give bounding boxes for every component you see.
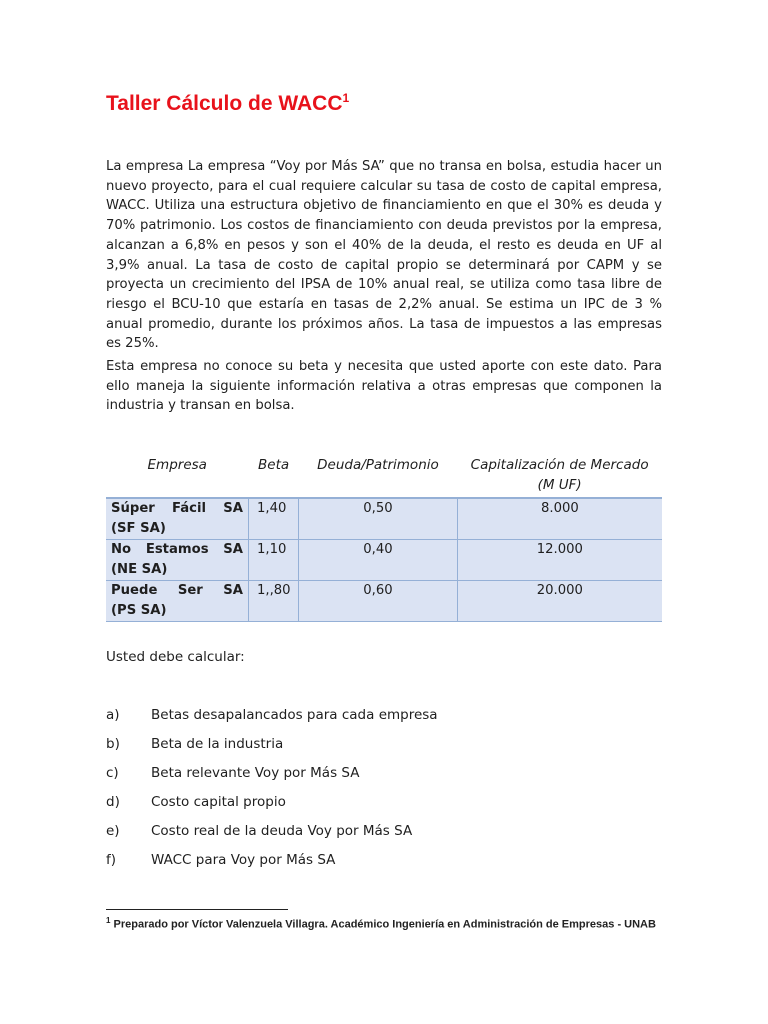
company-name (106, 540, 249, 581)
company-name (106, 581, 249, 622)
company-ticker: (NE SA) (111, 562, 168, 577)
name-word: Fácil (172, 501, 207, 516)
task-text: Beta relevante Voy por Más SA (151, 765, 360, 781)
task-text: Costo real de la deuda Voy por Más SA (151, 823, 413, 839)
beta-value: 1,,80 (249, 581, 299, 622)
task-letter: c) (106, 765, 119, 781)
name-word: SA (223, 542, 243, 557)
name-word: Ser (177, 583, 203, 598)
debt-equity-value: 0,50 (299, 498, 458, 540)
title-footnote-mark: 1 (342, 91, 350, 105)
name-word: SA (223, 501, 243, 516)
debt-equity-value: 0,40 (299, 540, 458, 581)
beta-value: 1,40 (249, 498, 299, 540)
task-letter: f) (106, 852, 117, 868)
list-item (106, 821, 438, 850)
list-item (106, 850, 438, 879)
beta-paragraph: Esta empresa no conoce su beta y necesita que usted aporte con este dato. Para ello maneja la siguiente información relativa a otras empresas que componen la industria y transan en bolsa. (106, 359, 662, 414)
title-text: Taller Cálculo de WACC (106, 92, 343, 115)
task-letter: d) (106, 794, 120, 810)
market-cap-value: 8.000 (457, 498, 662, 540)
company-name (106, 498, 249, 540)
task-text: Betas desapalancados para cada empresa (151, 707, 438, 723)
footnote-separator (106, 909, 288, 910)
task-letter: b) (106, 736, 120, 752)
name-word: Estamos (145, 542, 209, 557)
task-text: Beta de la industria (151, 736, 284, 752)
task-text: WACC para Voy por Más SA (151, 852, 336, 868)
name-word: No (111, 542, 132, 557)
list-item (106, 792, 438, 821)
industry-table (106, 453, 662, 622)
header-beta: Beta (258, 457, 290, 473)
task-list (106, 705, 438, 879)
company-ticker: (SF SA) (111, 521, 166, 536)
list-item (106, 734, 438, 763)
tasks-intro: Usted debe calcular: (106, 649, 245, 665)
beta-value: 1,10 (249, 540, 299, 581)
name-word: Súper (111, 501, 155, 516)
header-empresa: Empresa (147, 457, 207, 473)
footnote-mark: 1 (106, 916, 111, 925)
debt-equity-value: 0,60 (299, 581, 458, 622)
header-deuda-patrimonio: Deuda/Patrimonio (317, 457, 439, 473)
task-letter: e) (106, 823, 120, 839)
table-row (106, 540, 662, 581)
table-row (106, 581, 662, 622)
header-capitalizacion: Capitalización de Mercado (M UF) (470, 457, 649, 493)
document-title (106, 92, 349, 116)
footnote (106, 916, 656, 931)
task-letter: a) (106, 707, 120, 723)
name-word: SA (223, 583, 243, 598)
name-word: Puede (111, 583, 158, 598)
market-cap-value: 12.000 (457, 540, 662, 581)
table-header-row (106, 453, 662, 498)
problem-paragraph: La empresa La empresa “Voy por Más SA” que no transa en bolsa, estudia hacer un nuevo proyecto, para el cual requiere calcular su tasa de costo de capital empresa, WACC. Utiliza una estructura objetivo de financiamiento en que el 30% es deuda y 70% patrimonio. Los costos de financiamiento con deuda previstos por la empresa, alcanzan a 6,8% en pesos y son el 40% de la deuda, el resto es deuda en UF al 3,9% anual. La tasa de costo de capital propio se determinará por CAPM y se proyecta un crecimiento del IPSA de 10% anual real, se utiliza como tasa libre de riesgo el BCU-10 que estaría en tasas de 2,2% anual. Se estima un IPC de 3 % anual promedio, durante los próximos años. La tasa de impuestos a las empresas es 25%. (106, 159, 662, 352)
market-cap-value: 20.000 (457, 581, 662, 622)
list-item (106, 763, 438, 792)
task-text: Costo capital propio (151, 794, 286, 810)
list-item (106, 705, 438, 734)
footnote-text: Preparado por Víctor Valenzuela Villagra. Académico Ingeniería en Administración de Empresas - UNAB (110, 918, 656, 931)
company-ticker: (PS SA) (111, 603, 167, 618)
table-row (106, 498, 662, 540)
